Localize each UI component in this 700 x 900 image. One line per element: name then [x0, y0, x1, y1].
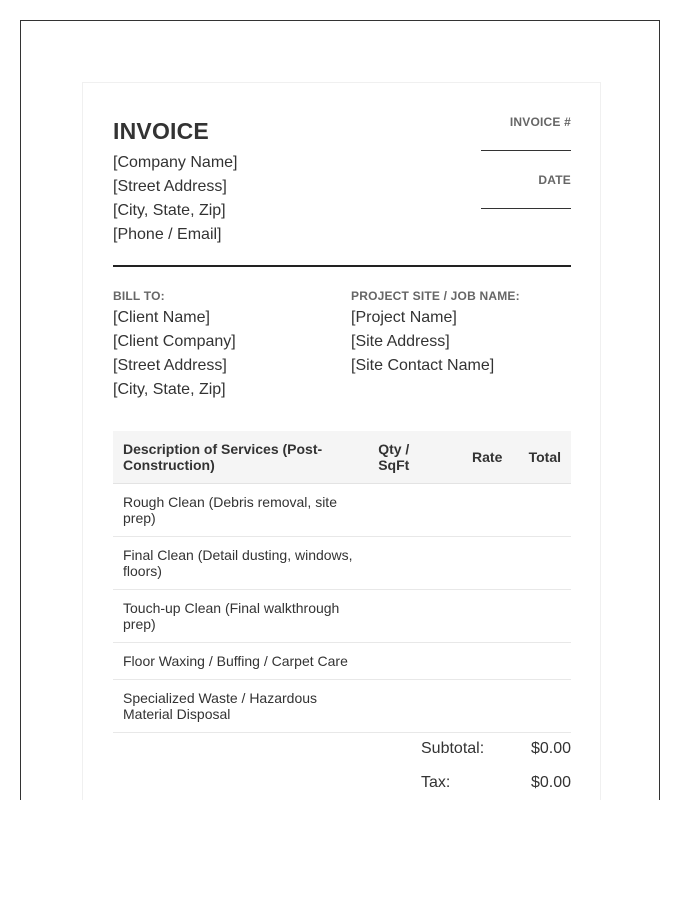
company-city: [City, State, Zip] [113, 202, 226, 219]
tax-label: Tax: [421, 774, 451, 791]
header-rate: Rate [441, 431, 512, 484]
client-name: [Client Name] [113, 309, 210, 326]
row-description: Specialized Waste / Hazardous Material Disposal [113, 680, 368, 733]
page-frame [20, 20, 660, 800]
bill-to-label: BILL TO: [113, 289, 165, 303]
tax-row [421, 772, 571, 800]
row-qty[interactable] [368, 643, 441, 680]
client-city: [City, State, Zip] [113, 381, 226, 398]
row-rate[interactable] [441, 680, 512, 733]
row-qty[interactable] [368, 590, 441, 643]
invoice-number-field[interactable] [481, 129, 571, 151]
invoice-title: INVOICE [113, 118, 209, 144]
row-total [512, 643, 571, 680]
project-name: [Project Name] [351, 309, 457, 326]
invoice-meta [481, 115, 571, 231]
row-total [512, 680, 571, 733]
row-description: Floor Waxing / Buffing / Carpet Care [113, 643, 368, 680]
row-total [512, 590, 571, 643]
client-company: [Client Company] [113, 333, 236, 350]
row-rate[interactable] [441, 537, 512, 590]
row-description: Final Clean (Detail dusting, windows, floors) [113, 537, 368, 590]
client-street: [Street Address] [113, 357, 227, 374]
bill-to-block [113, 289, 236, 402]
company-contact: [Phone / Email] [113, 226, 222, 243]
header-description: Description of Services (Post-Construction) [113, 431, 368, 484]
header-divider [113, 265, 571, 267]
table-row [113, 590, 571, 643]
row-total [512, 484, 571, 537]
subtotal-value: $0.00 [530, 740, 571, 757]
project-label: PROJECT SITE / JOB NAME: [351, 289, 520, 303]
table-row [113, 643, 571, 680]
row-rate[interactable] [441, 643, 512, 680]
invoice-number-label: INVOICE # [509, 115, 571, 129]
row-qty[interactable] [368, 537, 441, 590]
subtotal-label: Subtotal: [421, 740, 485, 757]
date-field[interactable] [481, 187, 571, 209]
row-qty[interactable] [368, 484, 441, 537]
row-description: Rough Clean (Debris removal, site prep) [113, 484, 368, 537]
header-qty: Qty / SqFt [368, 431, 441, 484]
site-contact: [Site Contact Name] [351, 357, 495, 374]
company-info [113, 151, 238, 247]
row-rate[interactable] [441, 590, 512, 643]
services-table [113, 431, 571, 733]
subtotal-row [421, 738, 571, 772]
header-total: Total [512, 431, 571, 484]
date-label: DATE [538, 173, 571, 187]
table-row [113, 680, 571, 733]
table-header-row [113, 431, 571, 484]
company-street: [Street Address] [113, 178, 227, 195]
row-description: Touch-up Clean (Final walkthrough prep) [113, 590, 368, 643]
row-total [512, 537, 571, 590]
site-address: [Site Address] [351, 333, 450, 350]
invoice-sheet [82, 82, 601, 800]
table-row [113, 484, 571, 537]
company-name: [Company Name] [113, 154, 238, 171]
tax-value: $0.00 [530, 774, 571, 791]
row-qty[interactable] [368, 680, 441, 733]
project-block [351, 289, 520, 378]
totals-block [421, 738, 571, 800]
row-rate[interactable] [441, 484, 512, 537]
table-row [113, 537, 571, 590]
